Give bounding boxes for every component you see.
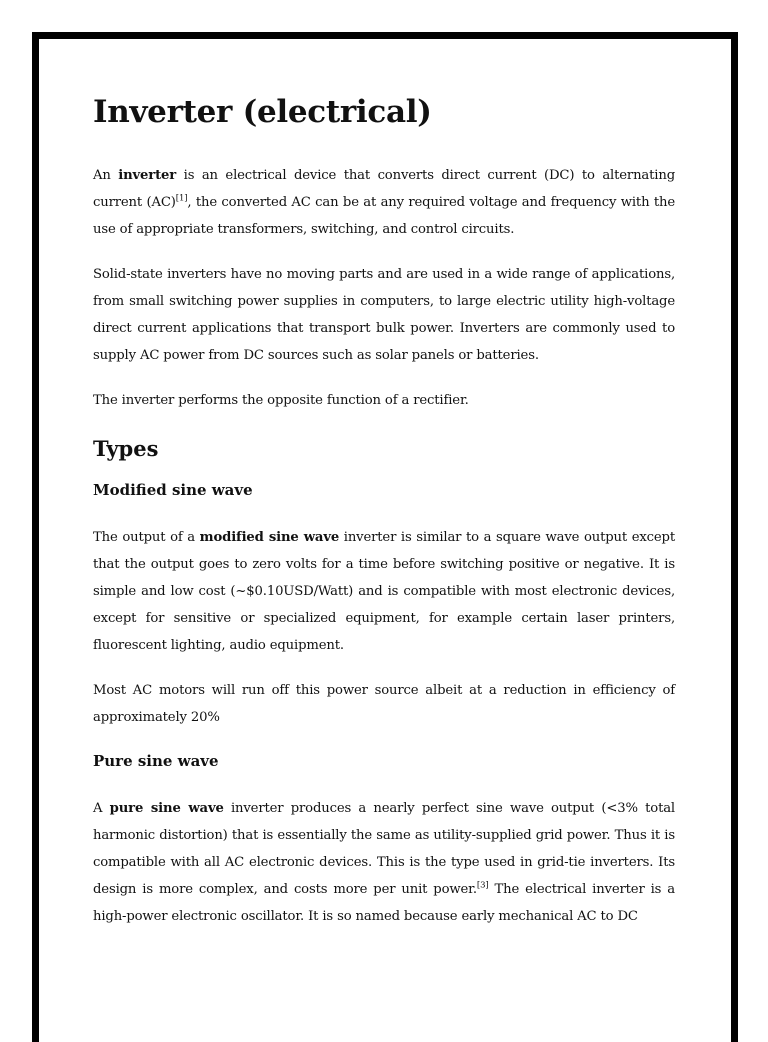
document-body xyxy=(93,90,675,948)
pure-text-d: The electrical inverter is a high-power electronic oscillator. It is so named because early mechanical AC to DC xyxy=(93,882,676,924)
reference-1[interactable]: [1] xyxy=(175,193,188,204)
intro-text-c: is an electrical device that converts direct current (DC) to alternating current (AC) xyxy=(93,168,675,210)
modified-sine-paragraph xyxy=(93,524,675,659)
applications-paragraph: Solid-state inverters have no moving parts and are used in a wide range of applications, from small switching power supplies in computers, to large electric utility high-voltage direct current applications that transport bulk power. Inverters are commonly used to supply AC power from DC sources such as solar panels or batteries. xyxy=(93,267,675,363)
modified-term: modified sine wave xyxy=(199,530,340,545)
modified-sine-heading: Modified sine wave xyxy=(93,481,253,499)
ac-motors-paragraph: Most AC motors will run off this power source albeit at a reduction in efficiency of approximately 20% xyxy=(93,683,675,725)
modified-text-c: inverter is similar to a square wave output except that the output goes to zero volts for a time before switching positive or negative. It is simple and low cost (~$0.10USD/Watt) and is compatible with most electronic devices, except for sensitive or specialized equipment, for example certain laser printers, fluorescent lighting, audio equipment. xyxy=(93,530,675,653)
pure-term: pure sine wave xyxy=(109,801,224,816)
pure-sine-heading: Pure sine wave xyxy=(93,752,219,770)
pure-sine-paragraph xyxy=(93,795,675,930)
rectifier-paragraph: The inverter performs the opposite function of a rectifier. xyxy=(93,393,469,408)
reference-3[interactable]: [3] xyxy=(476,880,489,891)
intro-text-d: , the converted AC can be at any required voltage and frequency with the use of appropriate transformers, switching, and control circuits. xyxy=(93,195,675,237)
types-heading: Types xyxy=(93,436,159,461)
pure-text-c: inverter produces a nearly perfect sine wave output (<3% total harmonic distortion) that is essentially the same as utility-supplied grid power. Thus it is compatible with all AC electronic devices. This is the type used in grid-tie inverters. Its design is more complex, and costs more per unit power. xyxy=(93,801,676,897)
modified-text-a: The output of a xyxy=(93,530,200,545)
pure-text-a: A xyxy=(93,801,110,816)
intro-term-inverter: inverter xyxy=(118,168,177,183)
intro-text-a: An xyxy=(93,168,119,183)
page-title: Inverter (electrical) xyxy=(93,94,432,130)
intro-paragraph xyxy=(93,162,675,243)
